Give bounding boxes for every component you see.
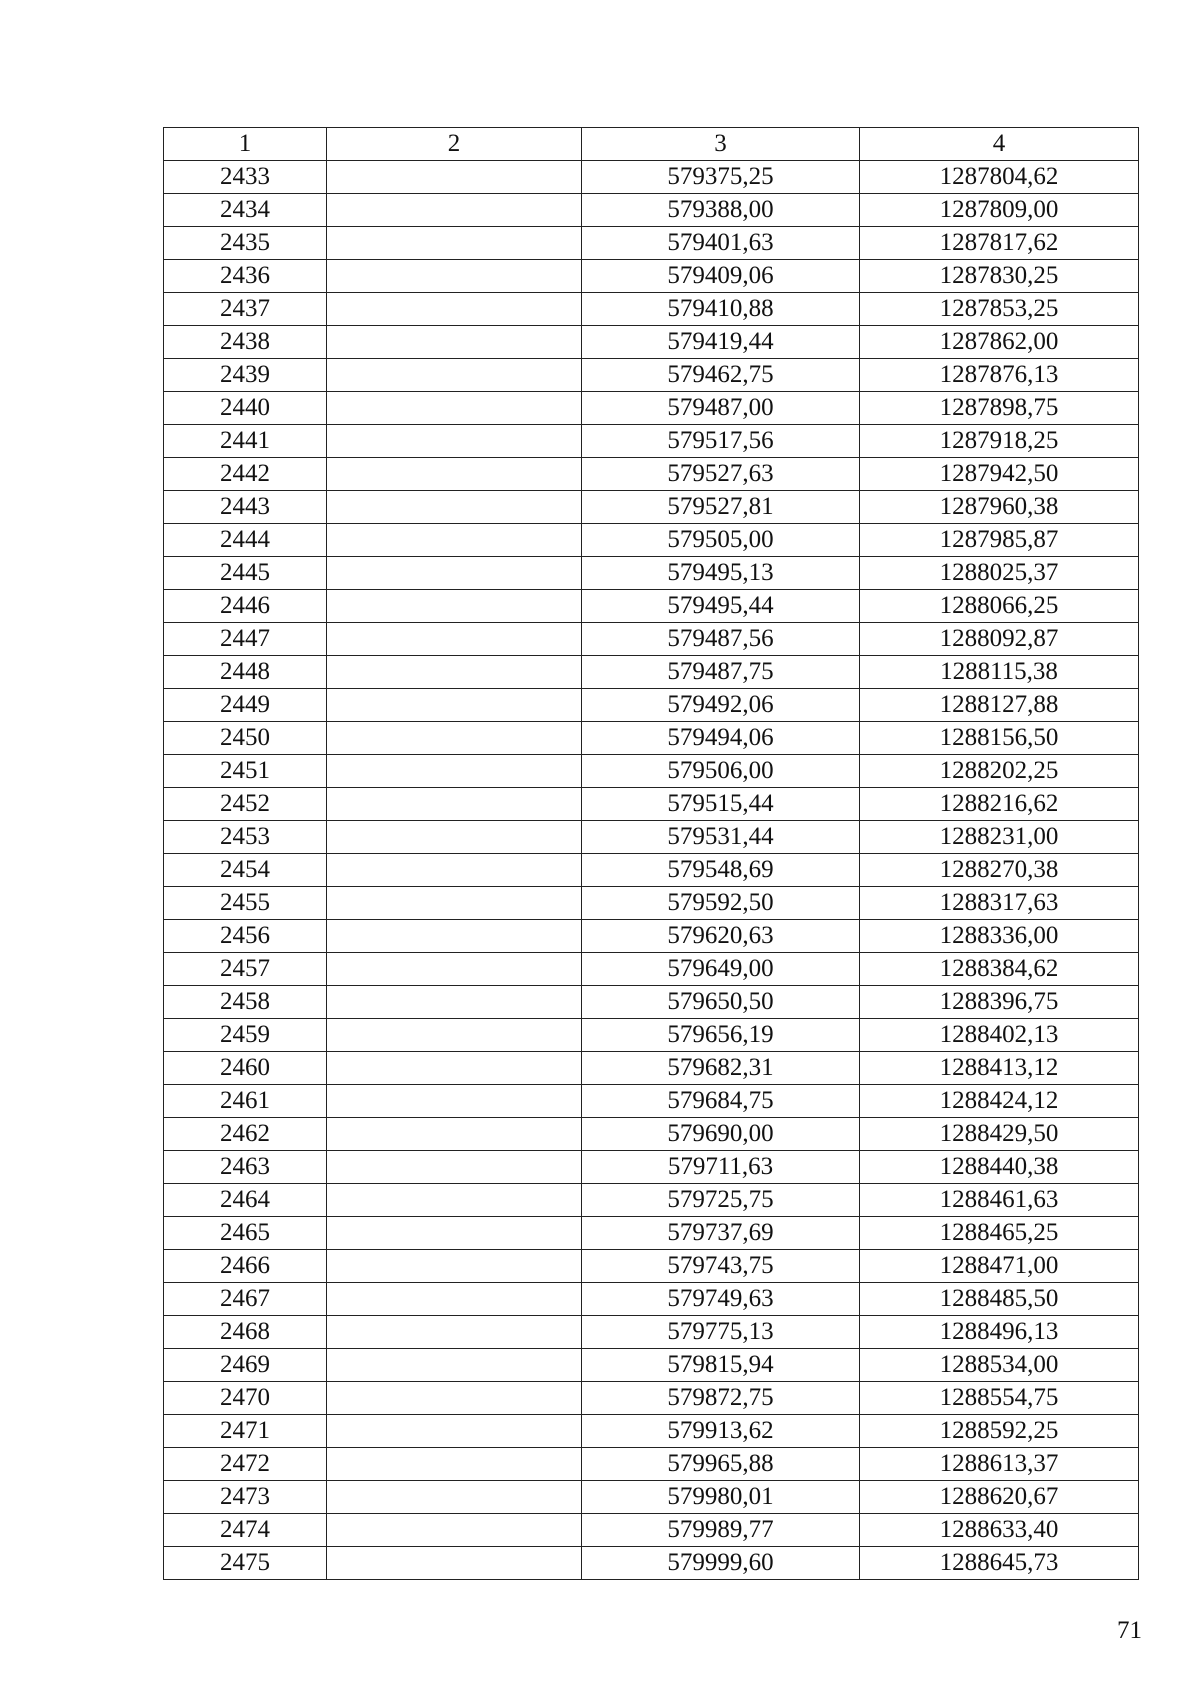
point-number-cell: 2467 [164, 1283, 327, 1316]
y-coordinate-cell: 1288633,40 [860, 1514, 1139, 1547]
table-row [164, 1283, 1139, 1316]
y-coordinate-cell: 1288461,63 [860, 1184, 1139, 1217]
y-coordinate-cell: 1288534,00 [860, 1349, 1139, 1382]
point-number-cell: 2438 [164, 326, 327, 359]
x-coordinate-cell: 579517,56 [582, 425, 860, 458]
y-coordinate-cell: 1288216,62 [860, 788, 1139, 821]
empty-cell [327, 623, 582, 656]
table-row [164, 557, 1139, 590]
point-number-cell: 2452 [164, 788, 327, 821]
point-number-cell: 2459 [164, 1019, 327, 1052]
x-coordinate-cell: 579462,75 [582, 359, 860, 392]
y-coordinate-cell: 1288485,50 [860, 1283, 1139, 1316]
table-row [164, 920, 1139, 953]
empty-cell [327, 953, 582, 986]
coordinates-table [163, 127, 1139, 1580]
point-number-cell: 2453 [164, 821, 327, 854]
point-number-cell: 2446 [164, 590, 327, 623]
point-number-cell: 2447 [164, 623, 327, 656]
empty-cell [327, 755, 582, 788]
empty-cell [327, 194, 582, 227]
x-coordinate-cell: 579506,00 [582, 755, 860, 788]
table-row [164, 590, 1139, 623]
x-coordinate-cell: 579749,63 [582, 1283, 860, 1316]
point-number-cell: 2455 [164, 887, 327, 920]
y-coordinate-cell: 1288384,62 [860, 953, 1139, 986]
y-coordinate-cell: 1288231,00 [860, 821, 1139, 854]
empty-cell [327, 656, 582, 689]
x-coordinate-cell: 579737,69 [582, 1217, 860, 1250]
x-coordinate-cell: 579531,44 [582, 821, 860, 854]
point-number-cell: 2463 [164, 1151, 327, 1184]
y-coordinate-cell: 1287862,00 [860, 326, 1139, 359]
empty-cell [327, 1448, 582, 1481]
y-coordinate-cell: 1288336,00 [860, 920, 1139, 953]
empty-cell [327, 161, 582, 194]
table-body [164, 161, 1139, 1580]
point-number-cell: 2450 [164, 722, 327, 755]
point-number-cell: 2440 [164, 392, 327, 425]
x-coordinate-cell: 579649,00 [582, 953, 860, 986]
table-row [164, 491, 1139, 524]
x-coordinate-cell: 579592,50 [582, 887, 860, 920]
table-row [164, 1019, 1139, 1052]
empty-cell [327, 1382, 582, 1415]
table-row [164, 392, 1139, 425]
point-number-cell: 2458 [164, 986, 327, 1019]
point-number-cell: 2468 [164, 1316, 327, 1349]
header-row [164, 128, 1139, 161]
empty-cell [327, 260, 582, 293]
y-coordinate-cell: 1288424,12 [860, 1085, 1139, 1118]
point-number-cell: 2449 [164, 689, 327, 722]
point-number-cell: 2435 [164, 227, 327, 260]
point-number-cell: 2441 [164, 425, 327, 458]
empty-cell [327, 1151, 582, 1184]
header-cell-col3: 3 [582, 128, 860, 161]
y-coordinate-cell: 1288429,50 [860, 1118, 1139, 1151]
x-coordinate-cell: 579913,62 [582, 1415, 860, 1448]
x-coordinate-cell: 579711,63 [582, 1151, 860, 1184]
table-row [164, 1448, 1139, 1481]
y-coordinate-cell: 1288465,25 [860, 1217, 1139, 1250]
empty-cell [327, 293, 582, 326]
table-row [164, 1547, 1139, 1580]
table-row [164, 788, 1139, 821]
point-number-cell: 2434 [164, 194, 327, 227]
x-coordinate-cell: 579999,60 [582, 1547, 860, 1580]
y-coordinate-cell: 1288645,73 [860, 1547, 1139, 1580]
empty-cell [327, 227, 582, 260]
table-row [164, 458, 1139, 491]
table-row [164, 524, 1139, 557]
x-coordinate-cell: 579690,00 [582, 1118, 860, 1151]
empty-cell [327, 689, 582, 722]
empty-cell [327, 326, 582, 359]
point-number-cell: 2474 [164, 1514, 327, 1547]
x-coordinate-cell: 579410,88 [582, 293, 860, 326]
table-row [164, 227, 1139, 260]
empty-cell [327, 854, 582, 887]
table-row [164, 1085, 1139, 1118]
header-cell-col4: 4 [860, 128, 1139, 161]
x-coordinate-cell: 579419,44 [582, 326, 860, 359]
point-number-cell: 2471 [164, 1415, 327, 1448]
y-coordinate-cell: 1287960,38 [860, 491, 1139, 524]
empty-cell [327, 920, 582, 953]
page-number: 71 [1117, 1617, 1142, 1644]
point-number-cell: 2469 [164, 1349, 327, 1382]
table-row [164, 1382, 1139, 1415]
x-coordinate-cell: 579515,44 [582, 788, 860, 821]
empty-cell [327, 1184, 582, 1217]
empty-cell [327, 557, 582, 590]
table-row [164, 359, 1139, 392]
x-coordinate-cell: 579375,25 [582, 161, 860, 194]
x-coordinate-cell: 579495,44 [582, 590, 860, 623]
empty-cell [327, 524, 582, 557]
y-coordinate-cell: 1288440,38 [860, 1151, 1139, 1184]
empty-cell [327, 1481, 582, 1514]
y-coordinate-cell: 1287942,50 [860, 458, 1139, 491]
y-coordinate-cell: 1287876,13 [860, 359, 1139, 392]
x-coordinate-cell: 579980,01 [582, 1481, 860, 1514]
point-number-cell: 2442 [164, 458, 327, 491]
x-coordinate-cell: 579656,19 [582, 1019, 860, 1052]
table-row [164, 1151, 1139, 1184]
table-row [164, 623, 1139, 656]
table-row [164, 1052, 1139, 1085]
x-coordinate-cell: 579505,00 [582, 524, 860, 557]
y-coordinate-cell: 1288471,00 [860, 1250, 1139, 1283]
y-coordinate-cell: 1288620,67 [860, 1481, 1139, 1514]
y-coordinate-cell: 1287985,87 [860, 524, 1139, 557]
y-coordinate-cell: 1287830,25 [860, 260, 1139, 293]
table-row [164, 1481, 1139, 1514]
x-coordinate-cell: 579965,88 [582, 1448, 860, 1481]
empty-cell [327, 1316, 582, 1349]
y-coordinate-cell: 1288270,38 [860, 854, 1139, 887]
x-coordinate-cell: 579409,06 [582, 260, 860, 293]
point-number-cell: 2461 [164, 1085, 327, 1118]
y-coordinate-cell: 1288413,12 [860, 1052, 1139, 1085]
point-number-cell: 2451 [164, 755, 327, 788]
point-number-cell: 2472 [164, 1448, 327, 1481]
y-coordinate-cell: 1287804,62 [860, 161, 1139, 194]
x-coordinate-cell: 579989,77 [582, 1514, 860, 1547]
x-coordinate-cell: 579494,06 [582, 722, 860, 755]
x-coordinate-cell: 579527,63 [582, 458, 860, 491]
empty-cell [327, 1052, 582, 1085]
table-row [164, 1514, 1139, 1547]
y-coordinate-cell: 1288127,88 [860, 689, 1139, 722]
empty-cell [327, 1547, 582, 1580]
table-row [164, 887, 1139, 920]
empty-cell [327, 458, 582, 491]
empty-cell [327, 887, 582, 920]
empty-cell [327, 1514, 582, 1547]
table-row [164, 821, 1139, 854]
empty-cell [327, 425, 582, 458]
y-coordinate-cell: 1288396,75 [860, 986, 1139, 1019]
x-coordinate-cell: 579487,00 [582, 392, 860, 425]
empty-cell [327, 1019, 582, 1052]
y-coordinate-cell: 1288613,37 [860, 1448, 1139, 1481]
empty-cell [327, 1415, 582, 1448]
x-coordinate-cell: 579684,75 [582, 1085, 860, 1118]
y-coordinate-cell: 1288554,75 [860, 1382, 1139, 1415]
table-row [164, 326, 1139, 359]
point-number-cell: 2436 [164, 260, 327, 293]
x-coordinate-cell: 579401,63 [582, 227, 860, 260]
x-coordinate-cell: 579487,75 [582, 656, 860, 689]
table-row [164, 1118, 1139, 1151]
table-row [164, 161, 1139, 194]
x-coordinate-cell: 579650,50 [582, 986, 860, 1019]
table-row [164, 293, 1139, 326]
point-number-cell: 2456 [164, 920, 327, 953]
point-number-cell: 2448 [164, 656, 327, 689]
table-row [164, 656, 1139, 689]
point-number-cell: 2454 [164, 854, 327, 887]
x-coordinate-cell: 579495,13 [582, 557, 860, 590]
y-coordinate-cell: 1287817,62 [860, 227, 1139, 260]
x-coordinate-cell: 579620,63 [582, 920, 860, 953]
empty-cell [327, 821, 582, 854]
header-cell-col2: 2 [327, 128, 582, 161]
empty-cell [327, 1250, 582, 1283]
table-row [164, 1415, 1139, 1448]
x-coordinate-cell: 579487,56 [582, 623, 860, 656]
y-coordinate-cell: 1288092,87 [860, 623, 1139, 656]
y-coordinate-cell: 1287898,75 [860, 392, 1139, 425]
x-coordinate-cell: 579548,69 [582, 854, 860, 887]
table-header [164, 128, 1139, 161]
table-row [164, 689, 1139, 722]
x-coordinate-cell: 579682,31 [582, 1052, 860, 1085]
point-number-cell: 2470 [164, 1382, 327, 1415]
empty-cell [327, 788, 582, 821]
empty-cell [327, 1118, 582, 1151]
table-row [164, 1250, 1139, 1283]
point-number-cell: 2460 [164, 1052, 327, 1085]
y-coordinate-cell: 1287809,00 [860, 194, 1139, 227]
table-row [164, 425, 1139, 458]
point-number-cell: 2444 [164, 524, 327, 557]
y-coordinate-cell: 1288202,25 [860, 755, 1139, 788]
x-coordinate-cell: 579872,75 [582, 1382, 860, 1415]
x-coordinate-cell: 579815,94 [582, 1349, 860, 1382]
point-number-cell: 2457 [164, 953, 327, 986]
point-number-cell: 2437 [164, 293, 327, 326]
point-number-cell: 2439 [164, 359, 327, 392]
table-row [164, 722, 1139, 755]
point-number-cell: 2473 [164, 1481, 327, 1514]
y-coordinate-cell: 1288402,13 [860, 1019, 1139, 1052]
y-coordinate-cell: 1288025,37 [860, 557, 1139, 590]
table-row [164, 854, 1139, 887]
table-row [164, 1184, 1139, 1217]
empty-cell [327, 359, 582, 392]
table-row [164, 953, 1139, 986]
y-coordinate-cell: 1288115,38 [860, 656, 1139, 689]
empty-cell [327, 1217, 582, 1250]
table-row [164, 755, 1139, 788]
empty-cell [327, 722, 582, 755]
y-coordinate-cell: 1288592,25 [860, 1415, 1139, 1448]
empty-cell [327, 1085, 582, 1118]
x-coordinate-cell: 579492,06 [582, 689, 860, 722]
point-number-cell: 2445 [164, 557, 327, 590]
header-cell-col1: 1 [164, 128, 327, 161]
point-number-cell: 2475 [164, 1547, 327, 1580]
y-coordinate-cell: 1288317,63 [860, 887, 1139, 920]
empty-cell [327, 590, 582, 623]
table-row [164, 260, 1139, 293]
point-number-cell: 2465 [164, 1217, 327, 1250]
x-coordinate-cell: 579527,81 [582, 491, 860, 524]
point-number-cell: 2464 [164, 1184, 327, 1217]
empty-cell [327, 392, 582, 425]
empty-cell [327, 986, 582, 1019]
table-row [164, 986, 1139, 1019]
y-coordinate-cell: 1288156,50 [860, 722, 1139, 755]
point-number-cell: 2462 [164, 1118, 327, 1151]
x-coordinate-cell: 579388,00 [582, 194, 860, 227]
y-coordinate-cell: 1287853,25 [860, 293, 1139, 326]
point-number-cell: 2433 [164, 161, 327, 194]
empty-cell [327, 1349, 582, 1382]
x-coordinate-cell: 579775,13 [582, 1316, 860, 1349]
y-coordinate-cell: 1287918,25 [860, 425, 1139, 458]
point-number-cell: 2443 [164, 491, 327, 524]
empty-cell [327, 491, 582, 524]
table-row [164, 1217, 1139, 1250]
table-row [164, 194, 1139, 227]
y-coordinate-cell: 1288496,13 [860, 1316, 1139, 1349]
x-coordinate-cell: 579743,75 [582, 1250, 860, 1283]
y-coordinate-cell: 1288066,25 [860, 590, 1139, 623]
empty-cell [327, 1283, 582, 1316]
point-number-cell: 2466 [164, 1250, 327, 1283]
x-coordinate-cell: 579725,75 [582, 1184, 860, 1217]
table-row [164, 1349, 1139, 1382]
table-row [164, 1316, 1139, 1349]
